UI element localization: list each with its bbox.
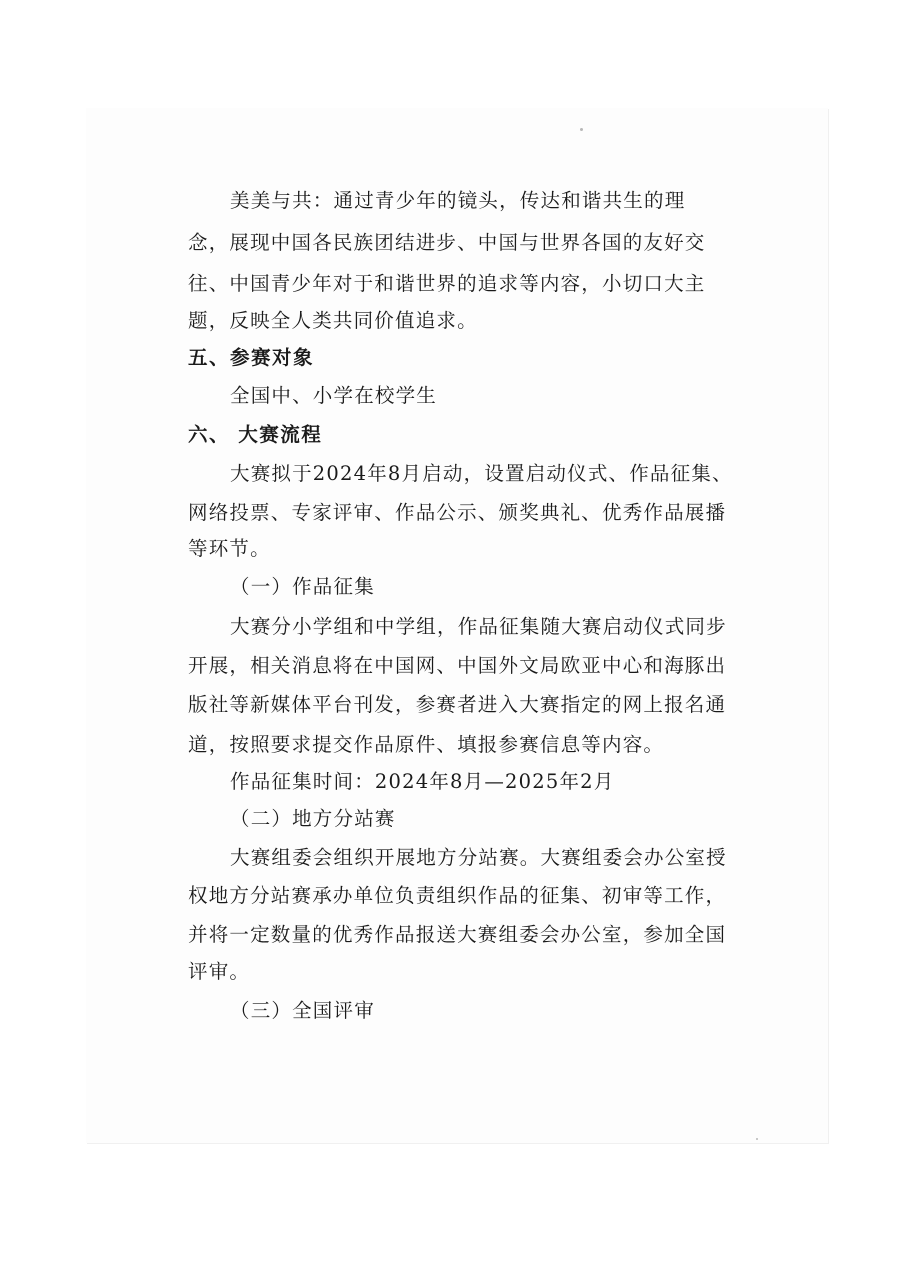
paragraph-line: 开展，相关消息将在中国网、中国外文局欧亚中心和海豚出 [188,654,727,677]
paragraph-line: 大赛组委会组织开展地方分站赛。大赛组委会办公室授 [230,846,727,869]
paragraph-line: 题，反映全人类共同价值追求。 [188,309,478,332]
paragraph-line: 网络投票、专家评审、作品公示、颁奖典礼、优秀作品展播 [188,501,727,524]
section-heading: 六、 大赛流程 [188,423,323,446]
paragraph-line: 道，按照要求提交作品原件、填报参赛信息等内容。 [188,733,665,756]
scan-speck [580,128,583,131]
paragraph-line: 并将一定数量的优秀作品报送大赛组委会办公室，参加全国 [188,923,727,946]
paragraph-line: 作品征集时间：2024年8月—2025年2月 [230,770,615,793]
subsection-heading: （一）作品征集 [230,575,375,598]
paragraph-line: 大赛拟于2024年8月启动，设置启动仪式、作品征集、 [230,462,733,485]
paragraph-line: 等环节。 [188,537,271,560]
subsection-heading: （三）全国评审 [230,999,375,1022]
paragraph-line: 权地方分站赛承办单位负责组织作品的征集、初审等工作， [188,884,727,907]
paragraph-line: 美美与共：通过青少年的镜头，传达和谐共生的理 [230,189,686,212]
paragraph-line: 评审。 [188,960,251,983]
paragraph-line: 往、中国青少年对于和谐世界的追求等内容，小切口大主 [188,272,706,295]
section-heading: 五、参赛对象 [188,346,315,369]
paragraph-line: 大赛分小学组和中学组，作品征集随大赛启动仪式同步 [230,615,727,638]
paragraph-line: 版社等新媒体平台刊发，参赛者进入大赛指定的网上报名通 [188,693,727,716]
paragraph-line: 念，展现中国各民族团结进步、中国与世界各国的友好交 [188,231,706,254]
paragraph-line: 全国中、小学在校学生 [230,384,438,407]
subsection-heading: （二）地方分站赛 [230,807,396,830]
scan-speck [756,1138,758,1140]
